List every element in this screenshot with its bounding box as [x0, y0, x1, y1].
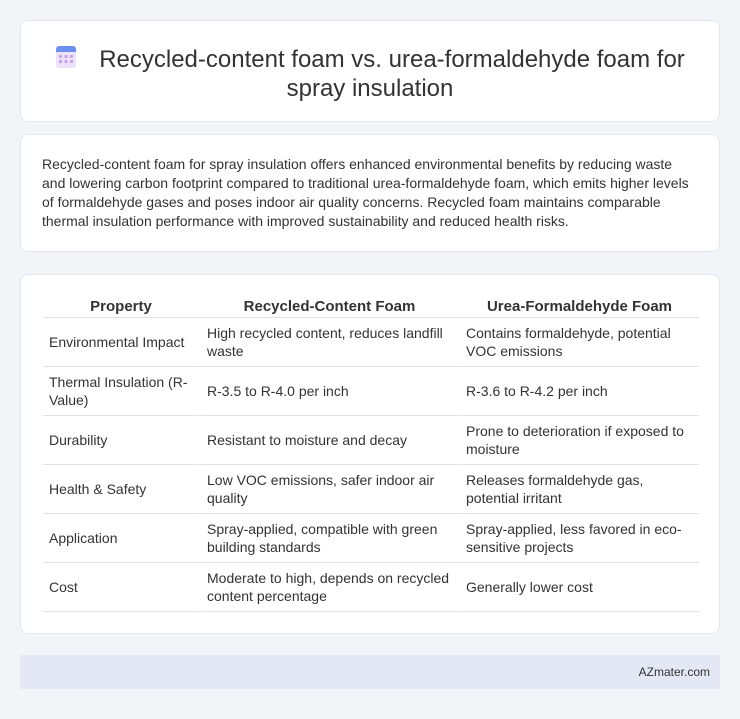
- header-urea-formaldehyde-foam: Urea-Formaldehyde Foam: [458, 296, 699, 318]
- table-row: [43, 416, 699, 465]
- comparison-table-card: [20, 274, 720, 634]
- urea-cell: R-3.6 to R-4.2 per inch: [458, 367, 699, 416]
- recycled-cell: Moderate to high, depends on recycled content percentage: [199, 563, 458, 612]
- title-line-1: Recycled-content foam vs. urea-formaldehyde foam for: [99, 46, 685, 73]
- table-row: [43, 318, 699, 367]
- urea-cell: Spray-applied, less favored in eco-sensitive projects: [458, 514, 699, 563]
- calendar-grid-icon: [55, 45, 77, 69]
- title-line-2: spray insulation: [286, 75, 454, 102]
- property-cell: Durability: [43, 416, 199, 465]
- footer-site-link[interactable]: AZmater.com: [638, 665, 710, 679]
- table-header-row: [43, 296, 699, 318]
- table-row: [43, 563, 699, 612]
- property-cell: Health & Safety: [43, 465, 199, 514]
- urea-cell: Contains formaldehyde, potential VOC emissions: [458, 318, 699, 367]
- urea-cell: Generally lower cost: [458, 563, 699, 612]
- property-cell: Application: [43, 514, 199, 563]
- recycled-cell: Low VOC emissions, safer indoor air quality: [199, 465, 458, 514]
- property-cell: Environmental Impact: [43, 318, 199, 367]
- property-cell: Cost: [43, 563, 199, 612]
- header-recycled-content-foam: Recycled-Content Foam: [199, 296, 458, 318]
- table-row: [43, 514, 699, 563]
- property-cell: Thermal Insulation (R-Value): [43, 367, 199, 416]
- footer-bar: [20, 655, 720, 689]
- recycled-cell: Resistant to moisture and decay: [199, 416, 458, 465]
- recycled-cell: High recycled content, reduces landfill waste: [199, 318, 458, 367]
- recycled-cell: Spray-applied, compatible with green building standards: [199, 514, 458, 563]
- page-title: [21, 45, 719, 103]
- table-row: [43, 465, 699, 514]
- title-card: [20, 20, 720, 122]
- summary-card: [20, 134, 720, 252]
- recycled-cell: R-3.5 to R-4.0 per inch: [199, 367, 458, 416]
- table-row: [43, 367, 699, 416]
- header-property: Property: [43, 296, 199, 318]
- urea-cell: Releases formaldehyde gas, potential irritant: [458, 465, 699, 514]
- summary-text: Recycled-content foam for spray insulation offers enhanced environmental benefits by reducing waste and lowering carbon footprint compared to traditional urea-formaldehyde foam, which emits higher levels of formaldehyde gases and poses indoor air quality concerns. Recycled foam maintains comparable thermal insulation performance with improved sustainability and reduced health risks.: [42, 156, 689, 229]
- comparison-table: [43, 296, 699, 612]
- urea-cell: Prone to deterioration if exposed to moisture: [458, 416, 699, 465]
